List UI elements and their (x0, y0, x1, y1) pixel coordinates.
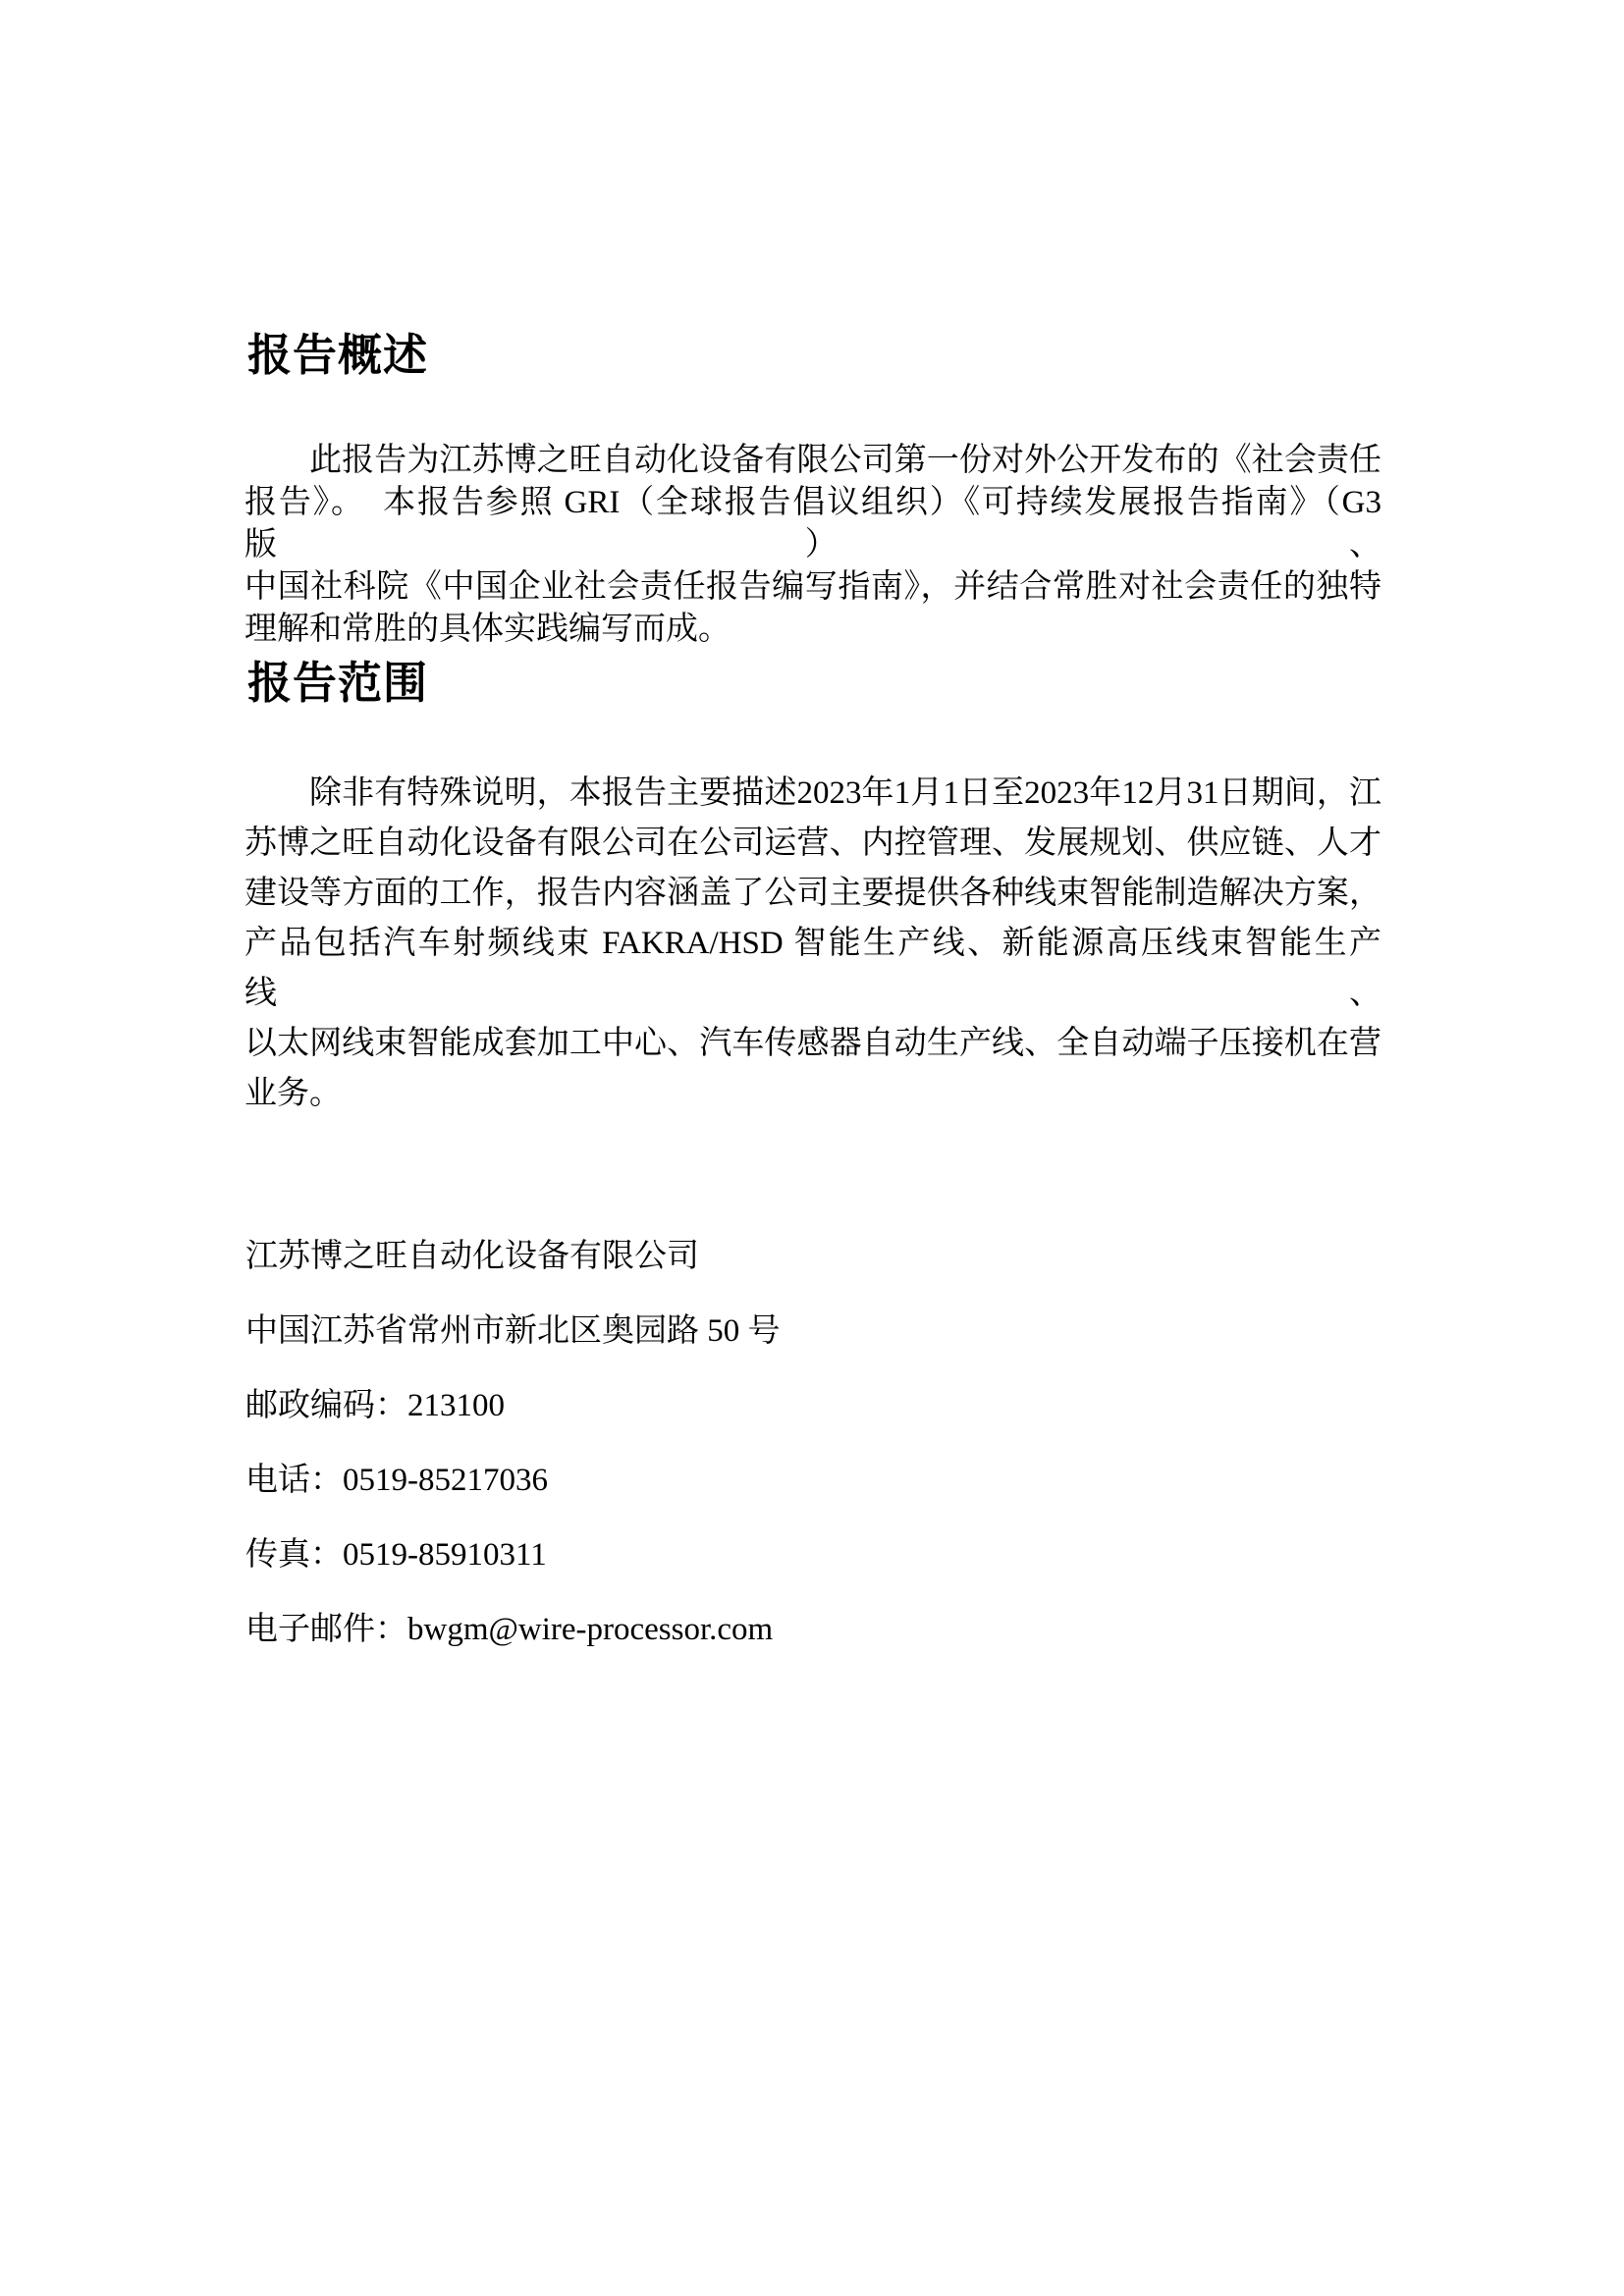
contact-phone: 电话：0519-85217036 (245, 1463, 548, 1498)
paragraph-line: 此报告为江苏博之旺自动化设备有限公司第一份对外公开发布的《社会责任 (309, 443, 1381, 478)
paragraph-line: 苏博之旺自动化设备有限公司在公司运营、内控管理、发展规划、供应链、人才 (244, 826, 1381, 861)
paragraph-line: 产品包括汽车射频线束 FAKRA/HSD 智能生产线、新能源高压线束智能生产线、 (244, 926, 1381, 1011)
paragraph-line: 建设等方面的工作，报告内容涵盖了公司主要提供各种线束智能制造解决方案， (244, 876, 1381, 911)
paragraph-line: 报告》。 本报告参照 GRI（全球报告倡议组织）《可持续发展报告指南》（G3 版）、 (244, 485, 1381, 562)
heading-report-overview: 报告概述 (247, 330, 429, 380)
paragraph-report-scope (244, 769, 1381, 1119)
contact-address: 中国江苏省常州市新北区奥园路 50 号 (245, 1313, 781, 1349)
contact-postal-code: 邮政编码：213100 (245, 1388, 505, 1423)
paragraph-line: 以太网线束智能成套加工中心、汽车传感器自动生产线、全自动端子压接机在营 (244, 1026, 1381, 1061)
contact-block (245, 1241, 781, 1688)
contact-company-name: 江苏博之旺自动化设备有限公司 (245, 1239, 699, 1274)
paragraph-line: 中国社科院《中国企业社会责任报告编写指南》，并结合常胜对社会责任的独特 (244, 569, 1381, 605)
paragraph-line: 理解和常胜的具体实践编写而成。 (244, 612, 731, 647)
paragraph-report-overview (244, 440, 1381, 651)
paragraph-line: 除非有特殊说明，本报告主要描述2023年1月1日至2023年12月31日期间，江 (309, 775, 1381, 811)
contact-fax: 传真：0519-85910311 (245, 1537, 547, 1573)
heading-report-scope: 报告范围 (247, 658, 429, 708)
paragraph-line: 业务。 (244, 1076, 342, 1111)
contact-email: 电子邮件：bwgm@wire-processor.com (245, 1612, 774, 1647)
